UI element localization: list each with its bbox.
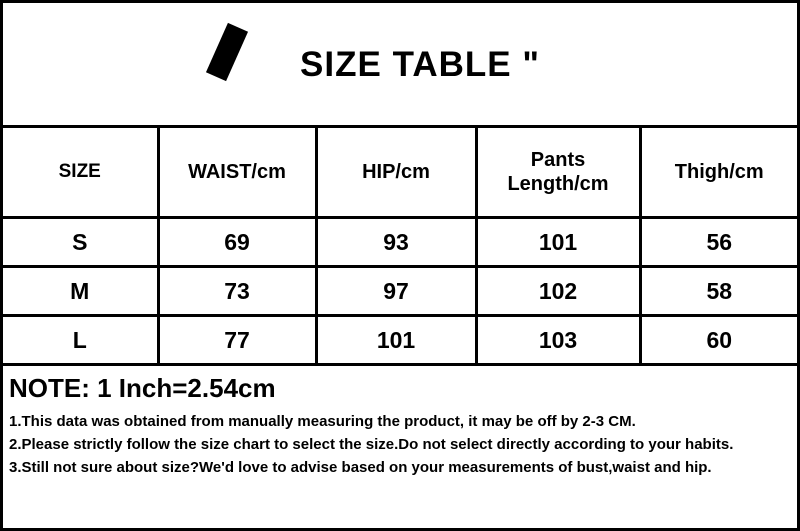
cell-size: S xyxy=(3,218,158,267)
table-body xyxy=(3,218,797,365)
slash-mark-icon xyxy=(206,23,248,81)
cell-thigh: 56 xyxy=(640,218,797,267)
cell-waist: 73 xyxy=(158,267,316,316)
cell-thigh: 58 xyxy=(640,267,797,316)
table-header xyxy=(3,128,797,218)
table-row xyxy=(3,218,797,267)
cell-waist: 69 xyxy=(158,218,316,267)
cell-size: L xyxy=(3,316,158,365)
table-row xyxy=(3,316,797,365)
cell-waist: 77 xyxy=(158,316,316,365)
cell-hip: 97 xyxy=(316,267,476,316)
page-title: SIZE TABLE " xyxy=(300,44,540,84)
note-title: NOTE: 1 Inch=2.54cm xyxy=(9,373,276,403)
column-header-hip: HIP/cm xyxy=(316,128,476,218)
header xyxy=(3,3,797,128)
cell-thigh: 60 xyxy=(640,316,797,365)
column-header-thigh: Thigh/cm xyxy=(640,128,797,218)
table-row xyxy=(3,267,797,316)
cell-hip: 93 xyxy=(316,218,476,267)
cell-hip: 101 xyxy=(316,316,476,365)
note-line-1: 1.This data was obtained from manually measuring the product, it may be off by 2-3 CM. xyxy=(9,412,636,430)
column-header-size: SIZE xyxy=(3,128,158,218)
table-header-row xyxy=(3,128,797,218)
size-table xyxy=(3,128,797,366)
column-header-pants-length-line1: Pants xyxy=(530,149,586,171)
cell-pants-length: 101 xyxy=(476,218,640,267)
column-header-pants-length xyxy=(476,128,640,218)
notes-section xyxy=(3,366,797,528)
column-header-waist: WAIST/cm xyxy=(158,128,316,218)
note-line-2: 2.Please strictly follow the size chart to select the size.Do not select directly according to your habits. xyxy=(9,436,734,454)
cell-pants-length: 102 xyxy=(476,267,640,316)
cell-pants-length: 103 xyxy=(476,316,640,365)
column-header-pants-length-line2: Length/cm xyxy=(507,173,609,195)
note-line-3: 3.Still not sure about size?We'd love to advise based on your measurements of bust,waist and hip. xyxy=(9,459,712,477)
cell-size: M xyxy=(3,267,158,316)
